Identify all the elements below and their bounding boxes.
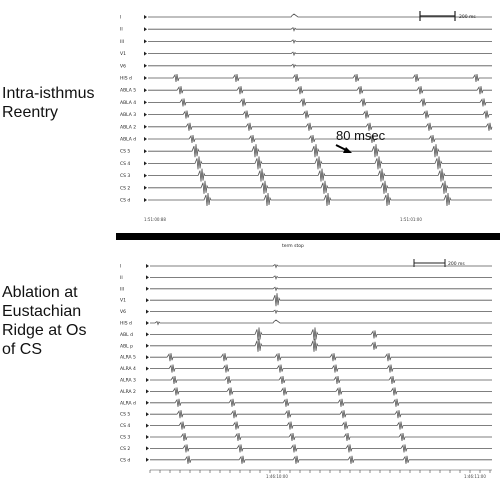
channel-marker bbox=[146, 344, 149, 348]
trace-line bbox=[150, 276, 492, 279]
channel-label: II bbox=[120, 275, 123, 281]
scale-bar bbox=[420, 11, 476, 21]
label-line: Eustachian bbox=[2, 303, 82, 320]
channel-label: HIS d bbox=[120, 76, 132, 82]
trace-line bbox=[148, 52, 492, 55]
trace-line bbox=[148, 144, 492, 157]
trace-line bbox=[150, 365, 492, 373]
channel-label: ALRA 4 bbox=[120, 367, 136, 373]
channel-label: V6 bbox=[120, 310, 126, 316]
time-label: 1:51:01:00 bbox=[400, 217, 422, 222]
time-label: 1:51:00:88 bbox=[144, 217, 166, 222]
trace-line bbox=[150, 444, 492, 452]
channel-label: ALRA 3 bbox=[120, 378, 136, 384]
trace-line bbox=[148, 193, 492, 206]
channel-marker bbox=[144, 64, 147, 68]
channel-label: V1 bbox=[120, 298, 126, 304]
channel-label: HIS d bbox=[120, 321, 132, 327]
channel-label: III bbox=[120, 39, 124, 45]
trace-line bbox=[150, 433, 492, 441]
channel-label: CS 5 bbox=[120, 412, 131, 418]
trace-line bbox=[150, 310, 492, 313]
channel-label: ABLA 2 bbox=[120, 125, 137, 131]
panel-divider bbox=[116, 233, 500, 240]
channel-marker bbox=[146, 298, 149, 302]
channel-marker bbox=[146, 332, 149, 336]
channel-marker bbox=[146, 355, 149, 359]
trace-group bbox=[120, 264, 492, 464]
channel-label: CS 3 bbox=[120, 435, 131, 441]
channel-label: V6 bbox=[120, 64, 126, 70]
electrogram-tracing-bottom bbox=[118, 240, 496, 480]
trace-line bbox=[150, 265, 492, 268]
channel-label: III bbox=[120, 287, 124, 293]
channel-marker bbox=[144, 198, 147, 202]
channel-marker bbox=[144, 27, 147, 31]
channel-marker bbox=[146, 458, 149, 462]
label-line: Ablation at bbox=[2, 284, 78, 301]
time-axis bbox=[150, 470, 492, 473]
channel-marker bbox=[146, 435, 149, 439]
channel-marker bbox=[144, 39, 147, 43]
channel-marker bbox=[144, 100, 147, 104]
channel-label: ALRA 2 bbox=[120, 389, 136, 395]
trace-line bbox=[150, 422, 492, 430]
scale-bar-label: 200 ms bbox=[448, 262, 465, 267]
channel-marker bbox=[146, 378, 149, 382]
channel-marker bbox=[144, 137, 147, 141]
channel-label: V1 bbox=[120, 52, 126, 58]
channel-label: CS 3 bbox=[120, 174, 131, 180]
time-label: 1:46:10:00 bbox=[266, 474, 288, 479]
channel-marker bbox=[144, 125, 147, 129]
trace-line bbox=[150, 376, 492, 384]
channel-label: I bbox=[120, 15, 122, 21]
trace-line bbox=[150, 399, 492, 407]
channel-marker bbox=[144, 88, 147, 92]
trace-line bbox=[148, 169, 492, 182]
channel-marker bbox=[144, 174, 147, 178]
trace-line bbox=[150, 327, 492, 340]
channel-marker bbox=[146, 389, 149, 393]
channel-marker bbox=[146, 275, 149, 279]
channel-marker bbox=[146, 401, 149, 405]
trace-line bbox=[148, 28, 492, 31]
channel-label: ABLA 3 bbox=[120, 113, 137, 119]
channel-label: I bbox=[120, 264, 122, 270]
channel-label: CS 2 bbox=[120, 446, 131, 452]
trace-line bbox=[150, 287, 492, 290]
channel-marker bbox=[144, 52, 147, 56]
channel-label: II bbox=[120, 27, 123, 33]
channel-label: ALRA d bbox=[120, 401, 136, 407]
channel-marker bbox=[146, 321, 149, 325]
label-line: Reentry bbox=[2, 104, 59, 121]
label-line: Intra-isthmus bbox=[2, 85, 95, 102]
trace-line bbox=[150, 387, 492, 395]
annotation-80-msec: 80 msec bbox=[336, 128, 386, 143]
electrogram-panel-top bbox=[118, 0, 496, 226]
channel-marker bbox=[144, 161, 147, 165]
scale-bar-label: 200 ms bbox=[459, 15, 476, 20]
label-intra-isthmus-reentry bbox=[2, 84, 94, 122]
channel-marker bbox=[146, 287, 149, 291]
trace-line bbox=[148, 181, 492, 194]
channel-label: ABLA d bbox=[120, 137, 137, 143]
channel-marker bbox=[144, 15, 147, 19]
trace-line bbox=[148, 135, 492, 143]
electrogram-tracing-top bbox=[118, 0, 496, 226]
channel-marker bbox=[144, 113, 147, 117]
trace-line bbox=[150, 456, 492, 464]
trace-line bbox=[148, 74, 492, 82]
channel-label: ABL p bbox=[120, 344, 133, 350]
trace-line bbox=[148, 86, 492, 94]
trace-line bbox=[148, 156, 492, 169]
trace-line bbox=[150, 339, 492, 352]
channel-label: CS 2 bbox=[120, 186, 131, 192]
channel-label: CS d bbox=[120, 458, 131, 464]
trace-line bbox=[148, 98, 492, 106]
trace-group bbox=[120, 14, 492, 206]
time-label: 1:46:11:00 bbox=[464, 474, 486, 479]
label-line: Ridge at Os bbox=[2, 322, 87, 339]
channel-marker bbox=[146, 424, 149, 428]
trace-line bbox=[150, 293, 492, 306]
trace-line bbox=[148, 111, 492, 119]
trace-line bbox=[150, 410, 492, 418]
channel-label: CS 5 bbox=[120, 149, 131, 155]
channel-marker bbox=[144, 186, 147, 190]
channel-label: ALRA 5 bbox=[120, 355, 136, 361]
channel-label: CS 4 bbox=[120, 161, 131, 167]
trace-line bbox=[150, 353, 492, 361]
channel-marker bbox=[146, 264, 149, 268]
channel-label: CS d bbox=[120, 198, 131, 204]
electrogram-panel-bottom bbox=[118, 240, 496, 480]
channel-marker bbox=[146, 367, 149, 371]
channel-marker bbox=[146, 446, 149, 450]
channel-label: ABL d bbox=[120, 332, 133, 338]
trace-line bbox=[148, 64, 492, 67]
channel-marker bbox=[144, 76, 147, 80]
channel-marker bbox=[144, 149, 147, 153]
trace-line bbox=[150, 320, 492, 325]
channel-marker bbox=[146, 412, 149, 416]
channel-label: ABLA 4 bbox=[120, 100, 137, 106]
trace-line bbox=[148, 123, 492, 131]
trace-line bbox=[148, 40, 492, 43]
channel-label: CS 4 bbox=[120, 424, 131, 430]
panel-header: term stop bbox=[282, 244, 304, 249]
channel-marker bbox=[146, 310, 149, 314]
label-ablation-eustachian-ridge bbox=[2, 283, 86, 359]
label-line: of CS bbox=[2, 341, 43, 358]
channel-label: ABLA 5 bbox=[120, 88, 137, 94]
